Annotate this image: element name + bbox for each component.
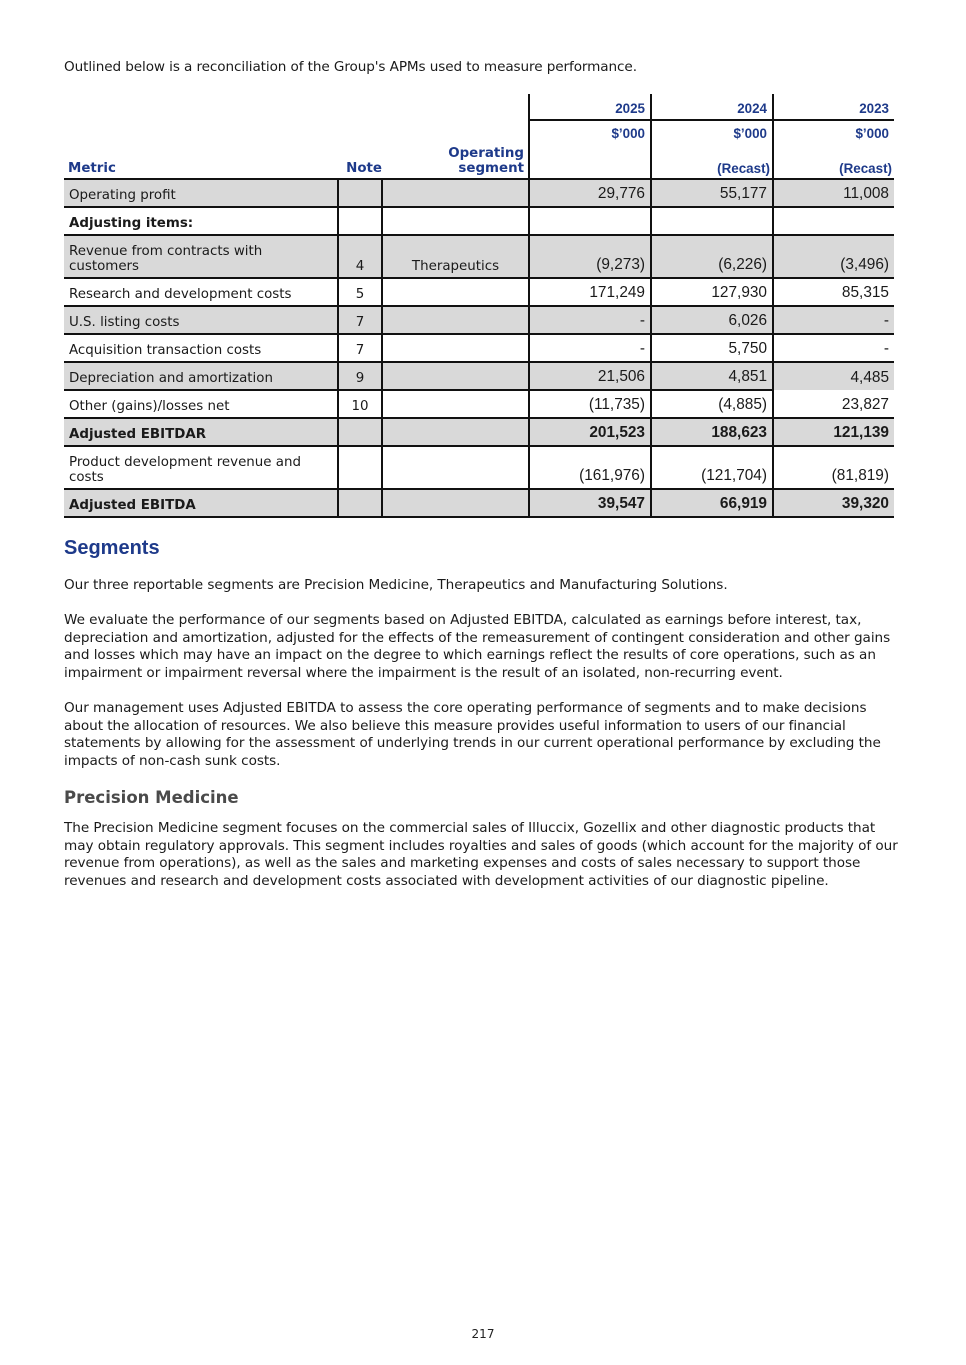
note-cell: 9 [338,362,382,390]
metric-label: Acquisition transaction costs [64,334,338,362]
value-2024: (6,226) [651,235,773,278]
segment-cell [382,207,529,235]
value-2025: 201,523 [529,418,651,446]
value-2025: - [529,334,651,362]
table-row-adjusted-ebitdar [64,418,894,446]
value-2024: 188,623 [651,418,773,446]
page-number: 217 [471,1327,495,1341]
value-2023: 4,485 [773,362,894,390]
precision-medicine-heading: Precision Medicine [64,788,239,807]
table-row-revenue-contracts [64,235,894,278]
segment-cell [382,179,529,207]
value-2025: 171,249 [529,278,651,306]
value-2024: 66,919 [651,489,773,517]
metric-label: Adjusted EBITDA [64,489,338,517]
table-row-research-development [64,278,894,306]
segment-cell [382,362,529,390]
value-2024: 55,177 [651,179,773,207]
metric-label: Product development revenue and costs [64,446,338,489]
value-2024: 6,026 [651,306,773,334]
value-2024: (4,885) [651,390,773,418]
note-cell [338,446,382,489]
apm-reconciliation-table [64,94,894,518]
value-2023: (81,819) [773,446,894,489]
value-2024: 5,750 [651,334,773,362]
note-column-header: Note [346,161,382,176]
value-2023: 23,827 [773,390,894,418]
segment-cell [382,334,529,362]
segment-cell [382,446,529,489]
year-2025-header: 2025 [529,94,651,120]
segment-cell: Therapeutics [382,235,529,278]
value-2024: (121,704) [651,446,773,489]
value-2025: 21,506 [529,362,651,390]
value-2025: (161,976) [529,446,651,489]
table-row-adjusted-ebitda [64,489,894,517]
value-2025 [529,207,651,235]
year-2023-header: 2023 [773,94,894,120]
segments-heading: Segments [64,537,160,559]
metric-column-header: Metric [68,161,116,176]
value-2025: (11,735) [529,390,651,418]
value-2023: - [773,334,894,362]
segment-cell [382,306,529,334]
metric-label: Operating profit [64,179,338,207]
metric-label: Other (gains)/losses net [64,390,338,418]
metric-label: Research and development costs [64,278,338,306]
value-2023: 121,139 [773,418,894,446]
year-2024-header: 2024 [651,94,773,120]
value-2025: (9,273) [529,235,651,278]
value-2024 [651,207,773,235]
metric-label: Adjusted EBITDAR [64,418,338,446]
recast-2025 [529,146,651,179]
intro-text: Outlined below is a reconciliation of the Group's APMs used to measure performance. [64,59,637,75]
table-row-us-listing [64,306,894,334]
note-cell: 10 [338,390,382,418]
table-row-acquisition-costs [64,334,894,362]
table-row-depreciation [64,362,894,390]
metric-label: Depreciation and amortization [64,362,338,390]
value-2023: (3,496) [773,235,894,278]
note-cell [338,179,382,207]
segment-cell [382,390,529,418]
segment-cell [382,278,529,306]
note-cell [338,418,382,446]
precision-medicine-paragraph: The Precision Medicine segment focuses on the commercial sales of Illuccix, Gozellix and other diagnostic products that may obtain regulatory approvals. This segment includes royalties and sales of goods (which account for the majority of our revenue from operations), as well as the sales and marketing expenses and costs of sales necessary to support those revenues and research and development costs associated with development activities of our diagnostic pipeline. [64,820,898,889]
value-2024: 127,930 [651,278,773,306]
segments-paragraph-2: We evaluate the performance of our segments based on Adjusted EBITDA, calculated as earnings before interest, tax, depreciation and amortization, adjusted for the effects of the remeasurement of contingent consideration and other gains and losses which may have an impact on the degree to which earnings reflect the results of core operations, such as an impairment or impairment reversal where the impairment is the result of an isolated, non-recurring event. [64,612,891,681]
table-row-other-gains-losses [64,390,894,418]
metric-label: Revenue from contracts with customers [64,235,338,278]
note-cell: 7 [338,334,382,362]
note-cell [338,207,382,235]
value-2023: 39,320 [773,489,894,517]
value-2023: 85,315 [773,278,894,306]
note-cell: 5 [338,278,382,306]
segments-paragraph-1: Our three reportable segments are Precision Medicine, Therapeutics and Manufacturing Solutions. [64,577,728,593]
value-2023: - [773,306,894,334]
unit-2023: $’000 [773,120,894,146]
value-2023 [773,207,894,235]
segment-column-header: Operating segment [448,146,524,176]
metric-label: Adjusting items: [64,207,338,235]
value-2023: 11,008 [773,179,894,207]
value-2025: - [529,306,651,334]
note-cell: 4 [338,235,382,278]
unit-2024: $’000 [651,120,773,146]
value-2025: 39,547 [529,489,651,517]
segment-cell [382,418,529,446]
table-row-product-development [64,446,894,489]
note-cell: 7 [338,306,382,334]
table-row-adjusting-items [64,207,894,235]
note-cell [338,489,382,517]
segments-paragraph-3: Our management uses Adjusted EBITDA to assess the core operating performance of segments and to make decisions about the allocation of resources. We also believe this measure provides useful information to users of our financial statements by allowing for the assessment of underlying trends in our current operational performance by excluding the impacts of non-cash sunk costs. [64,700,881,769]
table-row-operating-profit [64,179,894,207]
recast-2023: (Recast) [773,146,894,179]
segment-cell [382,489,529,517]
value-2024: 4,851 [651,362,773,390]
recast-2024: (Recast) [651,146,773,179]
metric-label: U.S. listing costs [64,306,338,334]
value-2025: 29,776 [529,179,651,207]
unit-2025: $’000 [529,120,651,146]
